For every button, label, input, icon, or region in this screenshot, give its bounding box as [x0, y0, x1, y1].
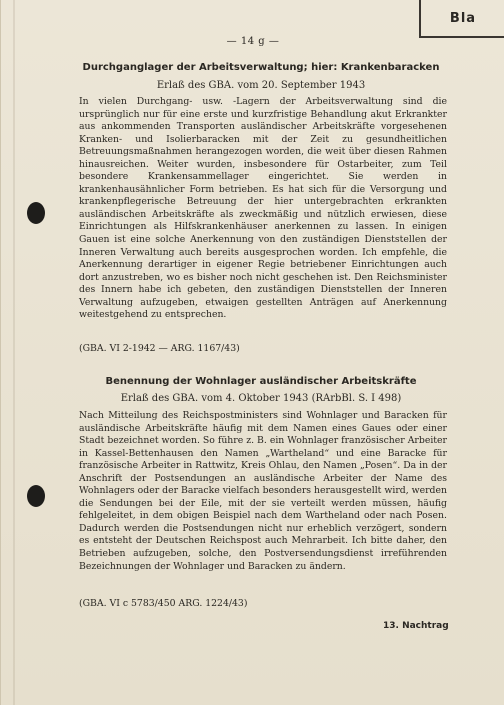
section2-citation: (GBA. VI c 5783/450 ARG. 1224/43) — [79, 598, 248, 609]
section2-title: Benennung der Wohnlager ausländischer Arbeitskräfte — [105, 376, 417, 387]
section1-paragraph: In vielen Durchgang- usw. -Lagern der Arbeitsverwaltung sind die ursprünglich nur für eine erste und kurzfristige Behandlung akut Erkrankter aus ankommenden Transporten ausländischer Arbeitskräfte vorgesehenen Kranken- und Isolierbaracken mit der Zeit zu gesundheitlichen Betreuungsmaßnahmen herangezogen worden, die weit über diesen Rahmen hinausreichen. Weiter wurden, insbesondere für Ostarbeiter, zum Teil besondere Krankensammellager eingerichtet. Sie werden in krankenhausähnlicher Form betrieben. Es hat sich für die Versorgung und krankenpflegerische Betreuung der hier untergebrachten erkrankten ausländischen Arbeitskräfte als zweckmäßig und nützlich erwiesen, diese Einrichtungen als Hilfskrankenhäuser anerkennen zu lassen. In einigen Gauen ist eine solche Anerkennung von den zuständigen Dienststellen der Inneren Verwaltung auch bereits ausgesprochen worden. Ich empfehle, die Anerkennung derartiger in eigener Regie betriebener Einrichtungen auch dort anzustreben, wo es bisher noch nicht geschehen ist. Den Reichsminister des Innern habe ich gebeten, den zuständigen Dienststellen der Inneren Verwaltung aufzugeben, etwaigen gestellten Anträgen auf Anerkennung weitestgehend zu entsprechen. — [79, 96, 447, 321]
punch-hole-bottom — [27, 485, 45, 507]
section1-title: Durchganglager der Arbeitsverwaltung; hier: Krankenbaracken — [82, 62, 440, 73]
section1-body — [79, 96, 447, 322]
punch-hole-top — [27, 202, 45, 224]
section2-paragraph: Nach Mitteilung des Reichspostministers sind Wohnlager und Baracken für ausländische Arbeitskräfte häufig mit dem Namen eines Gaues oder einer Stadt bezeichnet worden. So führe z. B. ein Wohnlager französischer Arbeiter in Kassel-Bettenhausen den Namen „Wartheland“ und eine Baracke für französische Arbeiter in Rattwitz, Kreis Ohlau, den Namen „Posen“. Da in der Anschrift der Postsendungen an ausländische Arbeiter der Name des Wohnlagers oder der Baracke vielfach besonders herausgestellt wird, werden die Sendungen bei der Eile, mit der sie verteilt werden müssen, häufig fehlgeleitet, in dem obigen Beispiel nach dem Wartheland oder nach Posen. Dadurch werden die Postsendungen nicht nur erheblich verzögert, sondern es entsteht der Deutschen Reichspost auch Mehrarbeit. Ich bitte daher, den Betrieben aufzugeben, solche, den Postversendungsdienst irreführenden Bezeichnungen der Wohnlager und Baracken zu ändern. — [79, 410, 447, 572]
page-crease — [13, 0, 15, 705]
footer-nachtrag: 13. Nachtrag — [383, 621, 449, 631]
section2-body — [79, 410, 447, 573]
section2-subtitle: Erlaß des GBA. vom 4. Oktober 1943 (RArbBl. S. I 498) — [120, 393, 402, 404]
section1-citation: (GBA. VI 2-1942 — ARG. 1167/43) — [79, 343, 240, 354]
page-number: — 14 g — — [226, 36, 280, 47]
section1-subtitle: Erlaß des GBA. vom 20. September 1943 — [156, 80, 366, 91]
stamp-box: Bla — [419, 0, 504, 38]
